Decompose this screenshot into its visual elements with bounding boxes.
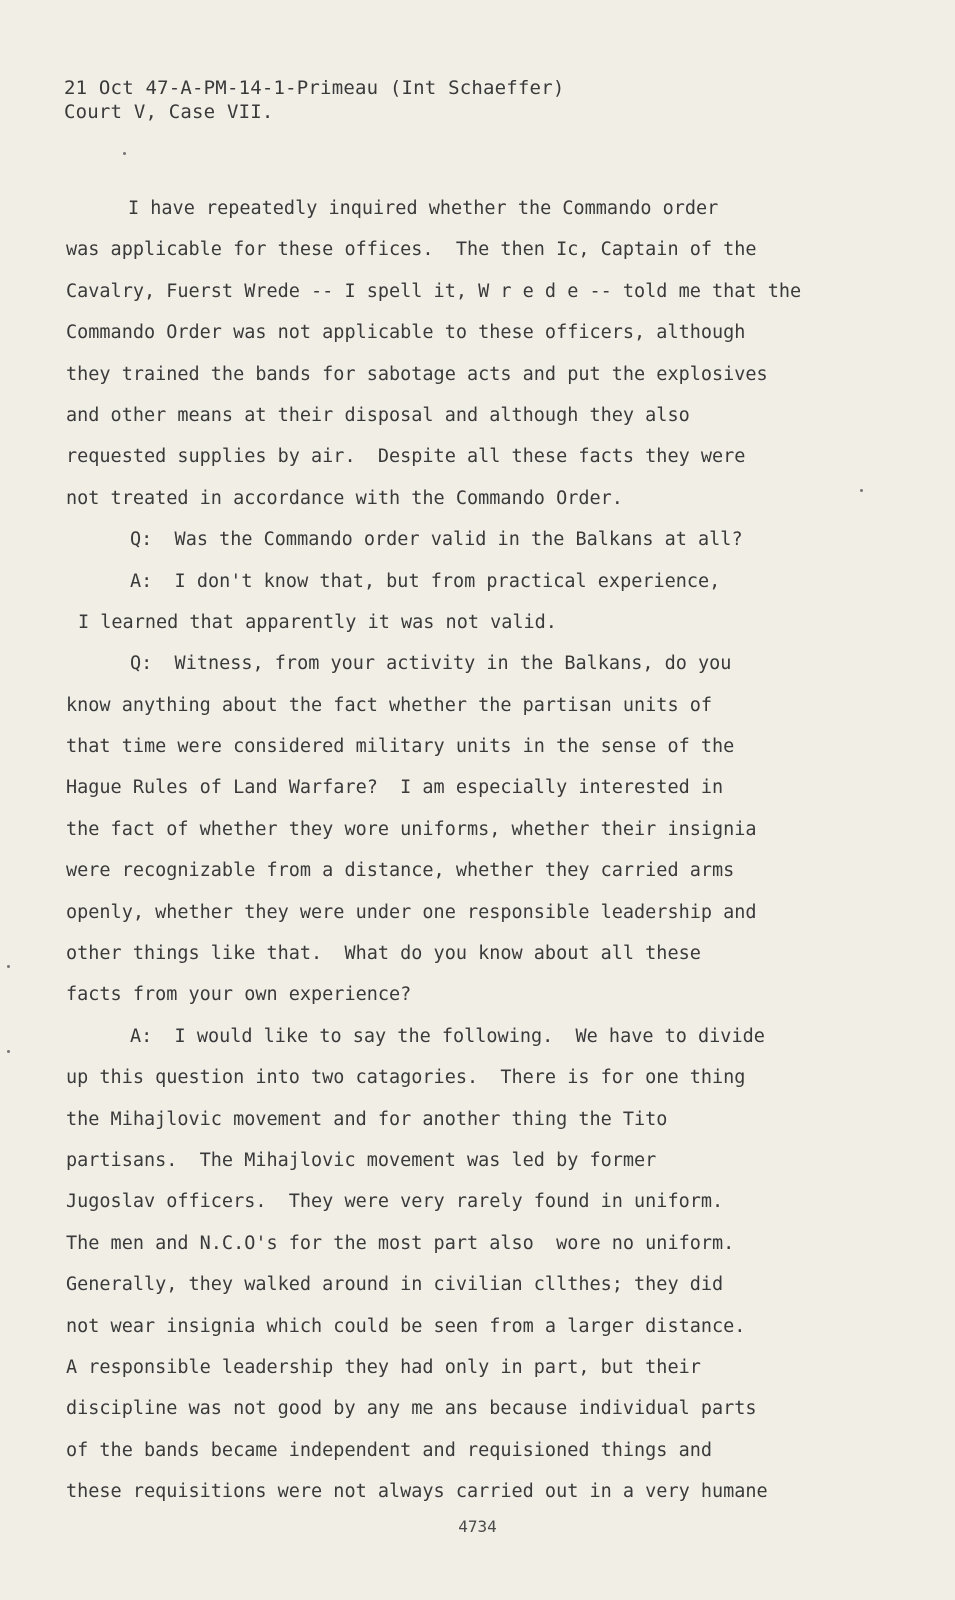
transcript-line: Jugoslav officers. They were very rarely found in uniform.	[66, 1191, 724, 1213]
paper-speck	[123, 152, 126, 155]
transcript-line: Q: Witness, from your activity in the Balkans, do you	[130, 653, 732, 675]
transcript-line: not wear insignia which could be seen from a larger distance.	[66, 1315, 746, 1337]
transcript-line: I have repeatedly inquired whether the Commando order	[128, 198, 719, 219]
transcript-line: was applicable for these offices. The then Ic, Captain of the	[66, 239, 757, 261]
transcript-line: of the bands became independent and requisioned things and	[66, 1439, 713, 1461]
transcript-line: other things like that. What do you know about all these	[66, 943, 701, 965]
transcript-line: Generally, they walked around in civilian cllthes; they did	[66, 1274, 724, 1296]
transcript-line: requested supplies by air. Despite all these facts they were	[66, 446, 746, 468]
transcript-line: openly, whether they were under one responsible leadership and	[66, 901, 757, 923]
header-court-line: Court V, Case VII.	[64, 101, 274, 123]
transcript-line: and other means at their disposal and although they also	[66, 404, 690, 426]
transcript-line: these requisitions were not always carried out in a very humane	[66, 1481, 768, 1503]
transcript-line: Commando Order was not applicable to these officers, although	[66, 322, 746, 344]
transcript-line: A: I don't know that, but from practical experience,	[130, 570, 721, 592]
page-number: 4734	[458, 1517, 497, 1536]
transcript-line: Cavalry, Fuerst Wrede -- I spell it, W r e d e -- told me that the	[66, 280, 802, 302]
transcript-line: The men and N.C.O's for the most part also wore no uniform.	[66, 1232, 735, 1254]
transcript-line: know anything about the fact whether the partisan units of	[66, 694, 713, 716]
paper-speck	[860, 489, 863, 492]
transcript-body	[66, 188, 866, 1513]
paper-speck	[7, 1050, 10, 1053]
transcript-line: were recognizable from a distance, whether they carried arms	[66, 860, 735, 882]
transcript-line: Q: Was the Commando order valid in the Balkans at all?	[130, 529, 743, 551]
transcript-line: Hague Rules of Land Warfare? I am especially interested in	[66, 777, 724, 799]
transcript-line: that time were considered military units in the sense of the	[66, 736, 735, 758]
transcript-line: the fact of whether they wore uniforms, whether their insignia	[66, 818, 757, 840]
transcript-line: A responsible leadership they had only in part, but their	[66, 1356, 701, 1378]
transcript-line: discipline was not good by any me ans because individual parts	[66, 1398, 757, 1420]
transcript-line: partisans. The Mihajlovic movement was led by former	[66, 1149, 657, 1171]
paper-speck	[7, 965, 10, 968]
transcript-line: facts from your own experience?	[66, 984, 412, 1006]
transcript-line: the Mihajlovic movement and for another thing the Tito	[66, 1108, 668, 1130]
header-reference-line: 21 Oct 47-A-PM-14-1-Primeau (Int Schaeffer)	[64, 77, 565, 99]
document-header	[64, 76, 564, 124]
transcript-line: they trained the bands for sabotage acts and put the explosives	[66, 363, 768, 385]
transcript-line: A: I would like to say the following. We have to divide	[130, 1025, 765, 1047]
transcript-line: up this question into two catagories. There is for one thing	[66, 1067, 746, 1089]
transcript-line: not treated in accordance with the Commando Order.	[66, 487, 623, 509]
transcript-line: I learned that apparently it was not valid.	[78, 611, 557, 633]
